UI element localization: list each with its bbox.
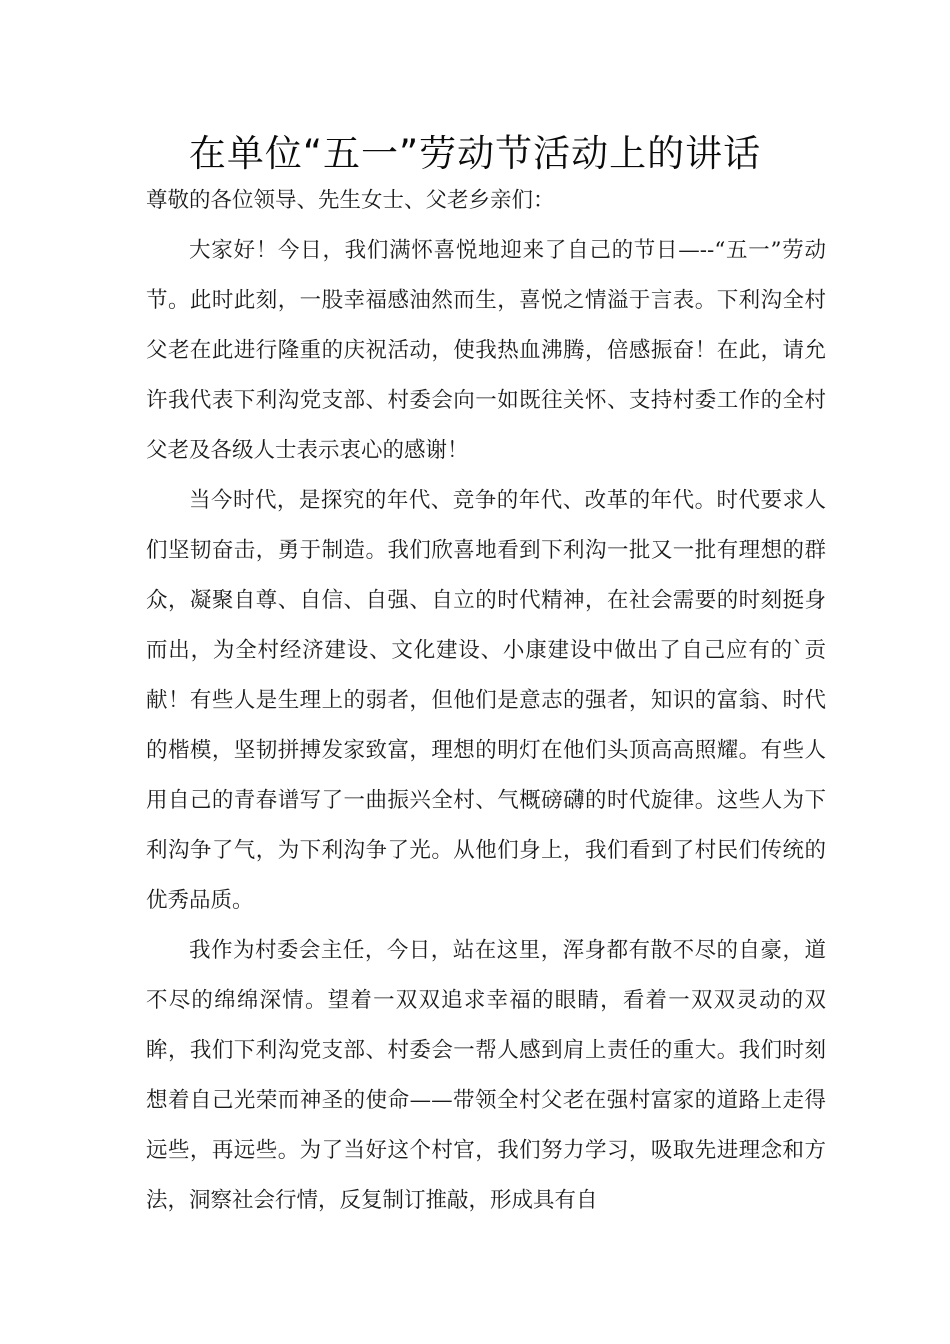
paragraph: 我作为村委会主任，今日，站在这里，浑身都有散不尽的自豪，道不尽的绵绵深情。望着一双双追求幸福的眼睛，看着一双双灵动的双眸，我们下利沟党支部、村委会一帮人感到肩上责任的重大。我们时刻想着自己光荣而神圣的使命——带领全村父老在强村富家的道路上走得远些，再远些。为了当好这个村官，我们努力学习，吸取先进理念和方法，洞察社会行情，反复制订推敲，形成具有自 xyxy=(146,938,826,1213)
document-body xyxy=(146,176,826,1226)
document-title: 在单位“五一”劳动节活动上的讲话 xyxy=(188,132,762,175)
salutation: 尊敬的各位领导、先生女士、父老乡亲们： xyxy=(146,188,555,213)
paragraph: 大家好！今日，我们满怀喜悦地迎来了自己的节日—--“五一”劳动节。此时此刻，一股幸福感油然而生，喜悦之情溢于言表。下利沟全村父老在此进行隆重的庆祝活动，使我热血沸腾，倍感振奋！在此，请允许我代表下利沟党支部、村委会向一如既往关怀、支持村委工作的全村父老及各级人士表示衷心的感谢！ xyxy=(146,238,826,463)
paragraph: 当今时代，是探究的年代、竞争的年代、改革的年代。时代要求人们坚韧奋击，勇于制造。我们欣喜地看到下利沟一批又一批有理想的群众，凝聚自尊、自信、自强、自立的时代精神，在社会需要的时刻挺身而出，为全村经济建设、文化建设、小康建设中做出了自己应有的`贡献！有些人是生理上的弱者，但他们是意志的强者，知识的富翁、时代的楷模，坚韧拼搏发家致富，理想的明灯在他们头顶高高照耀。有些人用自己的青春谱写了一曲振兴全村、气概磅礴的时代旋律。这些人为下利沟争了气，为下利沟争了光。从他们身上，我们看到了村民们传统的优秀品质。 xyxy=(146,488,826,913)
